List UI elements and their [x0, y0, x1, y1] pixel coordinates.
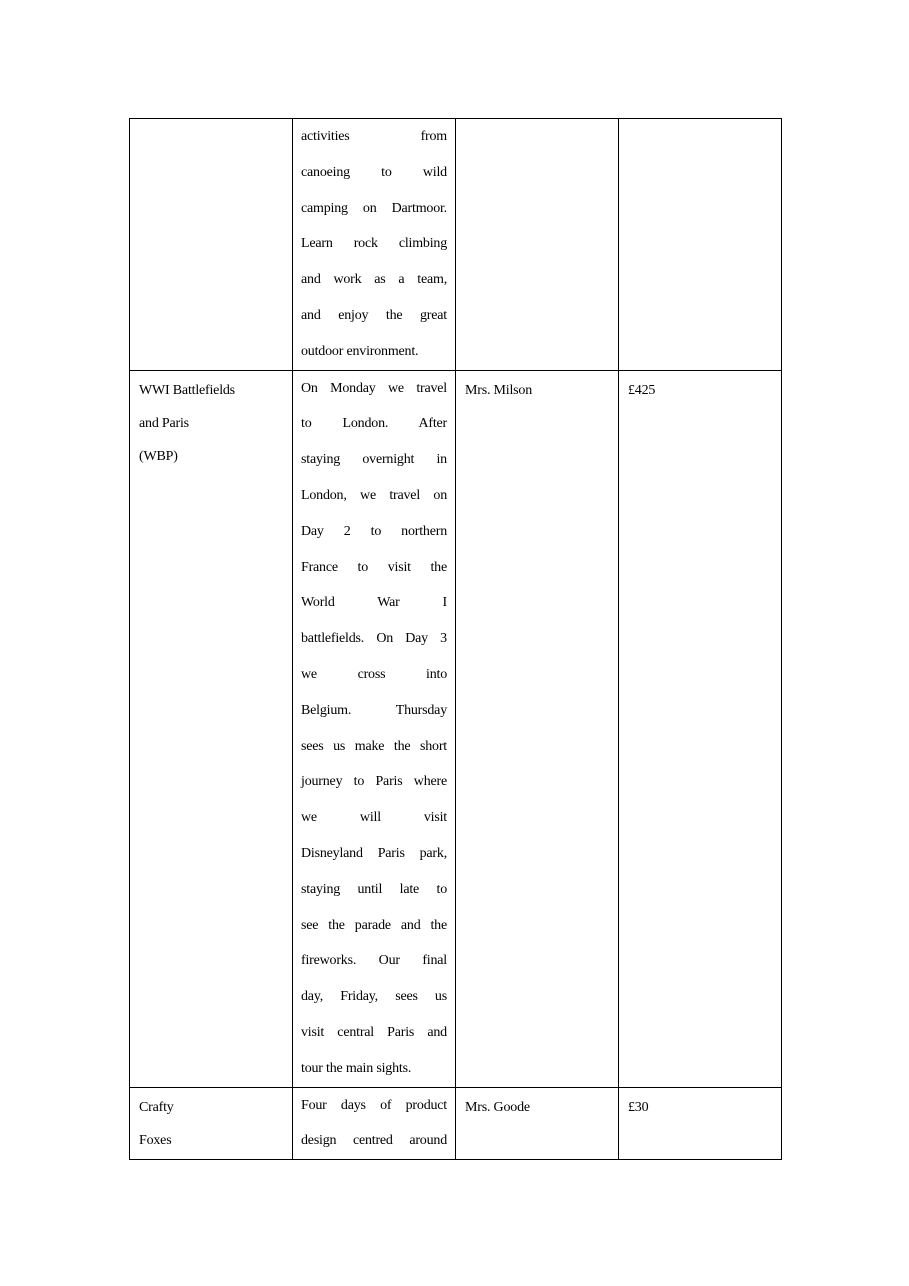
trip-name: [130, 371, 292, 473]
description-line: Learn rock climbing: [301, 236, 447, 252]
description-cell: [293, 119, 456, 371]
trip-name: [130, 119, 292, 122]
description-line: see the parade and the: [301, 917, 447, 933]
description-line: to London. After: [301, 416, 447, 432]
description-line: On Monday we travel: [301, 380, 447, 396]
trip-name-cell: [130, 370, 293, 1087]
description: [293, 371, 455, 1087]
cost: [619, 119, 781, 122]
description-line: and enjoy the great: [301, 307, 447, 323]
trip-name: [130, 1088, 292, 1157]
description-line: canoeing to wild: [301, 164, 447, 180]
description-line: fireworks. Our final: [301, 953, 447, 969]
cost: £30: [628, 1099, 649, 1115]
description-line: day, Friday, sees us: [301, 989, 447, 1005]
description-cell: [293, 370, 456, 1087]
description-line: Belgium. Thursday: [301, 702, 447, 718]
description-line: design centred around: [301, 1133, 447, 1149]
teacher-cell: [456, 119, 619, 371]
description-line: Disneyland Paris park,: [301, 845, 447, 861]
table-row: [130, 119, 782, 371]
trip-name-line: (WBP): [139, 448, 178, 464]
table-row: [130, 1087, 782, 1160]
trip-name-line: WWI Battlefields: [139, 382, 235, 398]
description: [293, 1088, 455, 1160]
description-line: journey to Paris where: [301, 774, 447, 790]
description-line: sees us make the short: [301, 738, 447, 754]
description-line: staying overnight in: [301, 452, 447, 468]
teacher-cell: [456, 1087, 619, 1160]
teacher-cell: [456, 370, 619, 1087]
description-line: camping on Dartmoor.: [301, 200, 447, 216]
description-line: staying until late to: [301, 881, 447, 897]
cost-cell: [619, 370, 782, 1087]
teacher: Mrs. Goode: [465, 1099, 530, 1115]
cost-cell: [619, 1087, 782, 1160]
description-line: we will visit: [301, 810, 447, 826]
teacher: Mrs. Milson: [465, 382, 533, 398]
teacher: [456, 119, 618, 122]
trip-name-line: Foxes: [139, 1132, 172, 1148]
description-line: London, we travel on: [301, 487, 447, 503]
cost: £425: [628, 382, 656, 398]
description-line: and work as a team,: [301, 272, 447, 288]
description-cell: [293, 1087, 456, 1160]
trip-name-cell: [130, 1087, 293, 1160]
trips-table: [129, 118, 782, 1160]
description: [293, 119, 455, 370]
description-line: we cross into: [301, 666, 447, 682]
description-line: tour the main sights.: [301, 1060, 412, 1076]
description-line: Four days of product: [301, 1097, 447, 1113]
description-line: France to visit the: [301, 559, 447, 575]
description-line: World War I: [301, 595, 447, 611]
trip-name-line: and Paris: [139, 415, 189, 431]
description-line: activities from: [301, 129, 447, 144]
description-line: Day 2 to northern: [301, 523, 447, 539]
description-line: battlefields. On Day 3: [301, 631, 447, 647]
cost-cell: [619, 119, 782, 371]
description-line: outdoor environment.: [301, 343, 419, 359]
trip-name-line: Crafty: [139, 1099, 174, 1115]
trip-name-cell: [130, 119, 293, 371]
table-row: [130, 370, 782, 1087]
description-line: visit central Paris and: [301, 1024, 447, 1040]
trips-table-body: [130, 119, 782, 1160]
